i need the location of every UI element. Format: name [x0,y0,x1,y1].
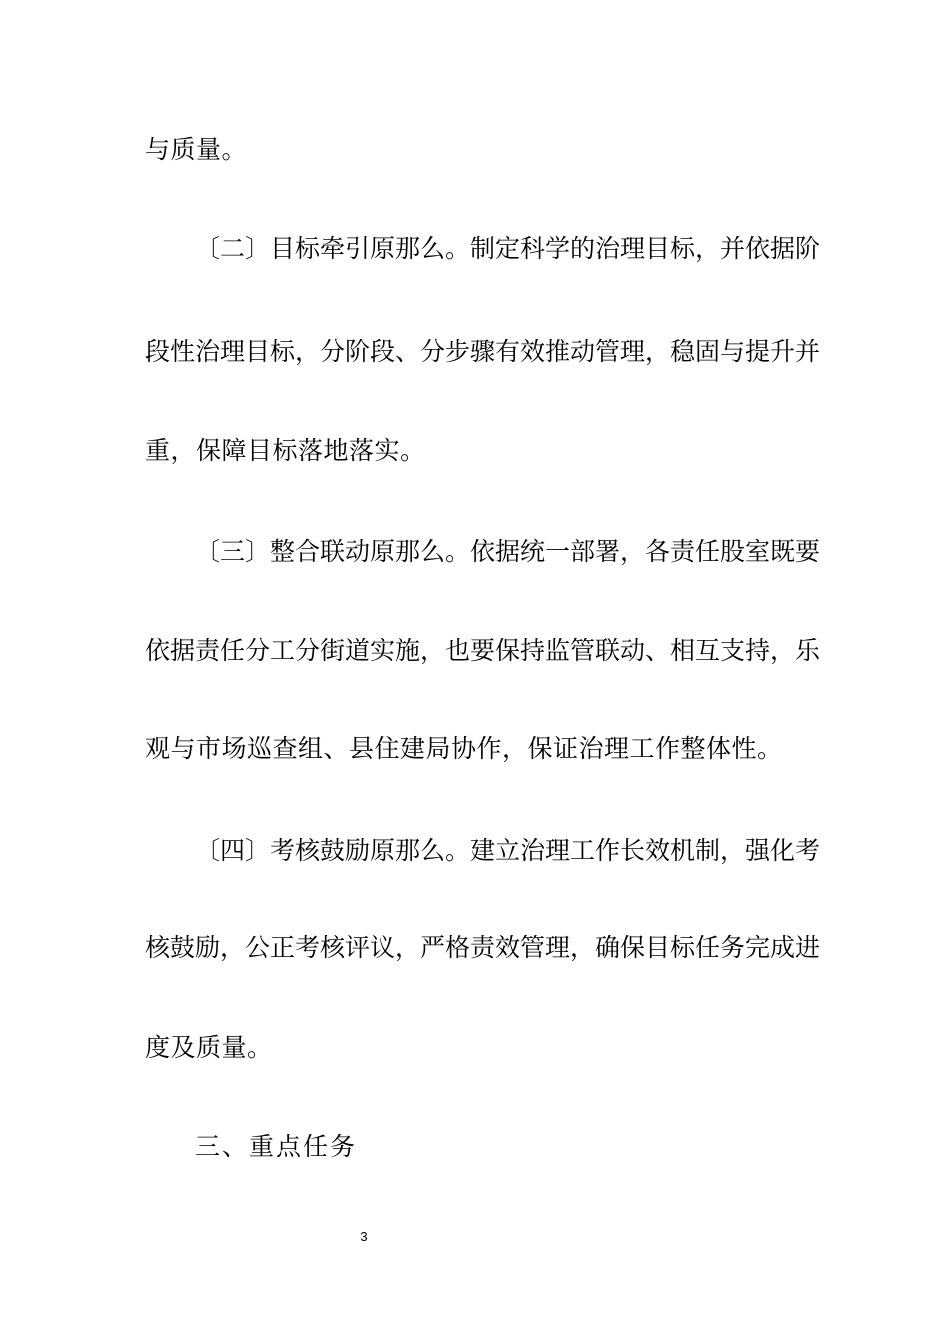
text-line: 度及质量。 [145,1033,273,1062]
text-line: 与质量。 [145,135,248,164]
text-line: 段性治理目标，分阶段、分步骤有效推动管理，稳固与提升并 [145,337,821,366]
section-heading: 三、重点任务 [195,1132,358,1161]
text-line: 重，保障目标落地落实。 [145,436,426,465]
text-line: 依据责任分工分街道实施，也要保持监管联动、相互支持，乐 [145,636,821,665]
text-line: 〔二〕目标牵引原那么。制定科学的治理目标，并依据阶 [195,234,821,263]
text-line: 核鼓励，公正考核评议，严格责效管理，确保目标任务完成进 [145,933,821,962]
text-line: 〔四〕考核鼓励原那么。建立治理工作长效机制，强化考 [195,836,821,865]
text-line: 观与市场巡查组、县住建局协作，保证治理工作整体性。 [145,734,783,763]
page-number: 3 [360,1229,368,1244]
text-line: 〔三〕整合联动原那么。依据统一部署，各责任股室既要 [195,537,821,566]
